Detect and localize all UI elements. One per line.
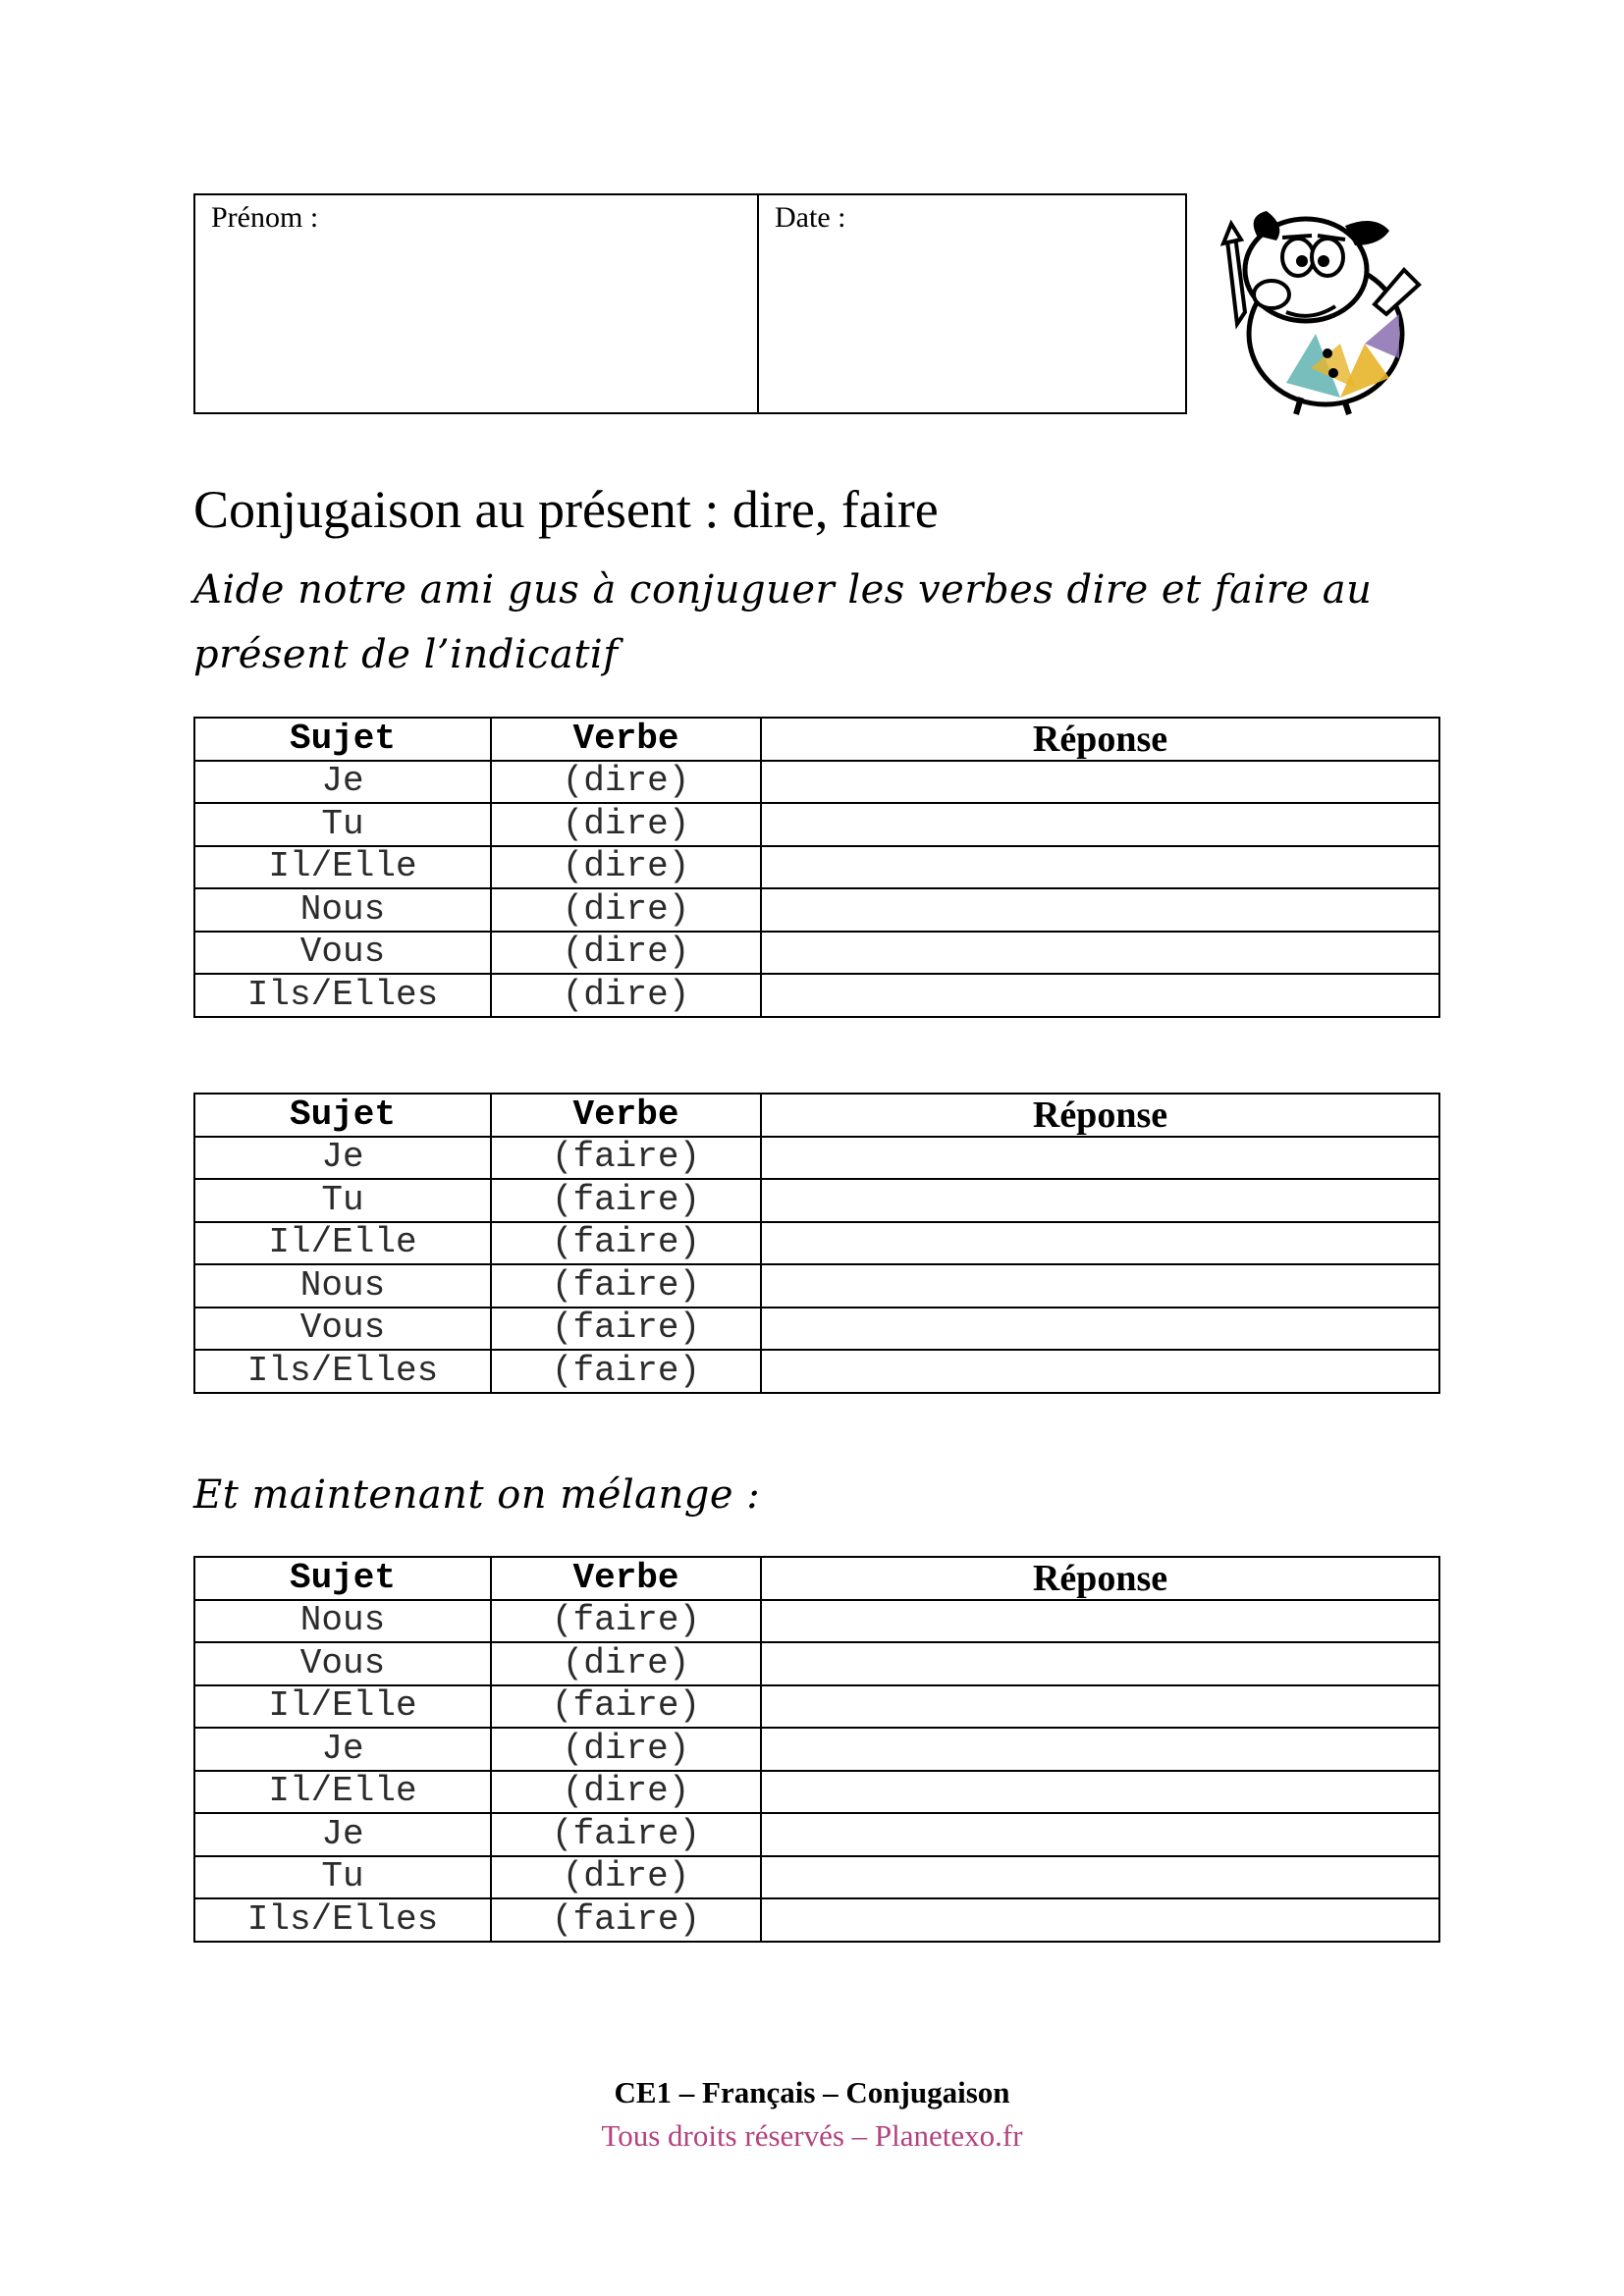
sujet-cell: Nous xyxy=(194,888,491,932)
verbe-cell: (faire) xyxy=(491,1813,761,1856)
sujet-cell: Il/Elle xyxy=(194,1771,491,1814)
reponse-cell[interactable] xyxy=(761,932,1439,975)
sujet-cell: Vous xyxy=(194,1308,491,1351)
header-verbe: Verbe xyxy=(491,1094,761,1137)
date-cell[interactable] xyxy=(759,195,1185,412)
footer-copyright: Tous droits réservés – Planetexo.fr xyxy=(601,2118,1023,2153)
date-label: Date : xyxy=(775,201,846,234)
table-row xyxy=(194,846,1439,889)
verbe-cell: (faire) xyxy=(491,1350,761,1393)
page-title: Conjugaison au présent : dire, faire xyxy=(193,480,939,539)
table-row xyxy=(194,1179,1439,1222)
table-row xyxy=(194,932,1439,975)
header-sujet: Sujet xyxy=(194,1094,491,1137)
conjugation-table-mixed xyxy=(193,1556,1440,1943)
reponse-cell[interactable] xyxy=(761,1137,1439,1180)
verbe-cell: (dire) xyxy=(491,1856,761,1899)
verbe-cell: (faire) xyxy=(491,1898,761,1942)
sujet-cell: Nous xyxy=(194,1600,491,1643)
verbe-cell: (dire) xyxy=(491,803,761,846)
table-row xyxy=(194,1222,1439,1265)
verbe-cell: (dire) xyxy=(491,974,761,1017)
table-row xyxy=(194,1771,1439,1814)
conjugation-table-dire xyxy=(193,717,1440,1018)
verbe-cell: (faire) xyxy=(491,1179,761,1222)
reponse-cell[interactable] xyxy=(761,846,1439,889)
reponse-cell[interactable] xyxy=(761,1856,1439,1899)
reponse-cell[interactable] xyxy=(761,1350,1439,1393)
sujet-cell: Ils/Elles xyxy=(194,1350,491,1393)
verbe-cell: (faire) xyxy=(491,1308,761,1351)
reponse-cell[interactable] xyxy=(761,803,1439,846)
instruction-text xyxy=(193,558,1470,687)
reponse-cell[interactable] xyxy=(761,1685,1439,1729)
table-row xyxy=(194,1137,1439,1180)
table-row xyxy=(194,1264,1439,1308)
reponse-cell[interactable] xyxy=(761,1898,1439,1942)
verbe-cell: (faire) xyxy=(491,1264,761,1308)
verbe-cell: (faire) xyxy=(491,1222,761,1265)
sujet-cell: Ils/Elles xyxy=(194,974,491,1017)
sujet-cell: Nous xyxy=(194,1264,491,1308)
instruction-line-2: présent de l’indicatif xyxy=(193,632,619,677)
table-row xyxy=(194,974,1439,1017)
verbe-cell: (dire) xyxy=(491,761,761,804)
verbe-cell: (dire) xyxy=(491,1642,761,1685)
verbe-cell: (dire) xyxy=(491,932,761,975)
sujet-cell: Tu xyxy=(194,1856,491,1899)
reponse-cell[interactable] xyxy=(761,1179,1439,1222)
verbe-cell: (dire) xyxy=(491,1728,761,1771)
table-row xyxy=(194,1856,1439,1899)
reponse-cell[interactable] xyxy=(761,1308,1439,1351)
name-date-box xyxy=(193,193,1187,414)
header-sujet: Sujet xyxy=(194,1557,491,1600)
header-verbe: Verbe xyxy=(491,718,761,761)
verbe-cell: (dire) xyxy=(491,846,761,889)
prenom-label: Prénom : xyxy=(211,201,319,234)
table-row xyxy=(194,1898,1439,1942)
reponse-cell[interactable] xyxy=(761,1222,1439,1265)
sujet-cell: Je xyxy=(194,1728,491,1771)
reponse-cell[interactable] xyxy=(761,761,1439,804)
table-header-row xyxy=(194,1557,1439,1600)
prenom-cell[interactable] xyxy=(195,195,759,412)
verbe-cell: (faire) xyxy=(491,1137,761,1180)
sujet-cell: Je xyxy=(194,1813,491,1856)
sujet-cell: Je xyxy=(194,1137,491,1180)
sujet-cell: Ils/Elles xyxy=(194,1898,491,1942)
instruction-line-1: Aide notre ami gus à conjuguer les verbes dire et faire au xyxy=(193,567,1373,613)
table-row xyxy=(194,761,1439,804)
table-row xyxy=(194,1308,1439,1351)
table-row xyxy=(194,1728,1439,1771)
footer-subject: CE1 – Français – Conjugaison xyxy=(614,2075,1010,2109)
verbe-cell: (dire) xyxy=(491,1771,761,1814)
header-verbe: Verbe xyxy=(491,1557,761,1600)
header-reponse: Réponse xyxy=(761,1557,1439,1600)
sujet-cell: Je xyxy=(194,761,491,804)
sujet-cell: Il/Elle xyxy=(194,846,491,889)
table-row xyxy=(194,1350,1439,1393)
reponse-cell[interactable] xyxy=(761,1728,1439,1771)
sujet-cell: Il/Elle xyxy=(194,1685,491,1729)
sujet-cell: Tu xyxy=(194,1179,491,1222)
mix-label: Et maintenant on mélange : xyxy=(193,1472,761,1518)
gus-mascot-icon xyxy=(1218,196,1434,417)
reponse-cell[interactable] xyxy=(761,888,1439,932)
sujet-cell: Tu xyxy=(194,803,491,846)
table-row xyxy=(194,1685,1439,1729)
sujet-cell: Il/Elle xyxy=(194,1222,491,1265)
table-header-row xyxy=(194,718,1439,761)
table-row xyxy=(194,1600,1439,1643)
sujet-cell: Vous xyxy=(194,932,491,975)
table-row xyxy=(194,1813,1439,1856)
table-row xyxy=(194,888,1439,932)
table-header-row xyxy=(194,1094,1439,1137)
reponse-cell[interactable] xyxy=(761,1264,1439,1308)
header-reponse: Réponse xyxy=(761,718,1439,761)
verbe-cell: (dire) xyxy=(491,888,761,932)
verbe-cell: (faire) xyxy=(491,1600,761,1643)
reponse-cell[interactable] xyxy=(761,1771,1439,1814)
table-row xyxy=(194,1642,1439,1685)
reponse-cell[interactable] xyxy=(761,1642,1439,1685)
reponse-cell[interactable] xyxy=(761,1600,1439,1643)
reponse-cell[interactable] xyxy=(761,974,1439,1017)
header-reponse: Réponse xyxy=(761,1094,1439,1137)
table-row xyxy=(194,803,1439,846)
verbe-cell: (faire) xyxy=(491,1685,761,1729)
reponse-cell[interactable] xyxy=(761,1813,1439,1856)
sujet-cell: Vous xyxy=(194,1642,491,1685)
conjugation-table-faire xyxy=(193,1093,1440,1394)
header-sujet: Sujet xyxy=(194,718,491,761)
